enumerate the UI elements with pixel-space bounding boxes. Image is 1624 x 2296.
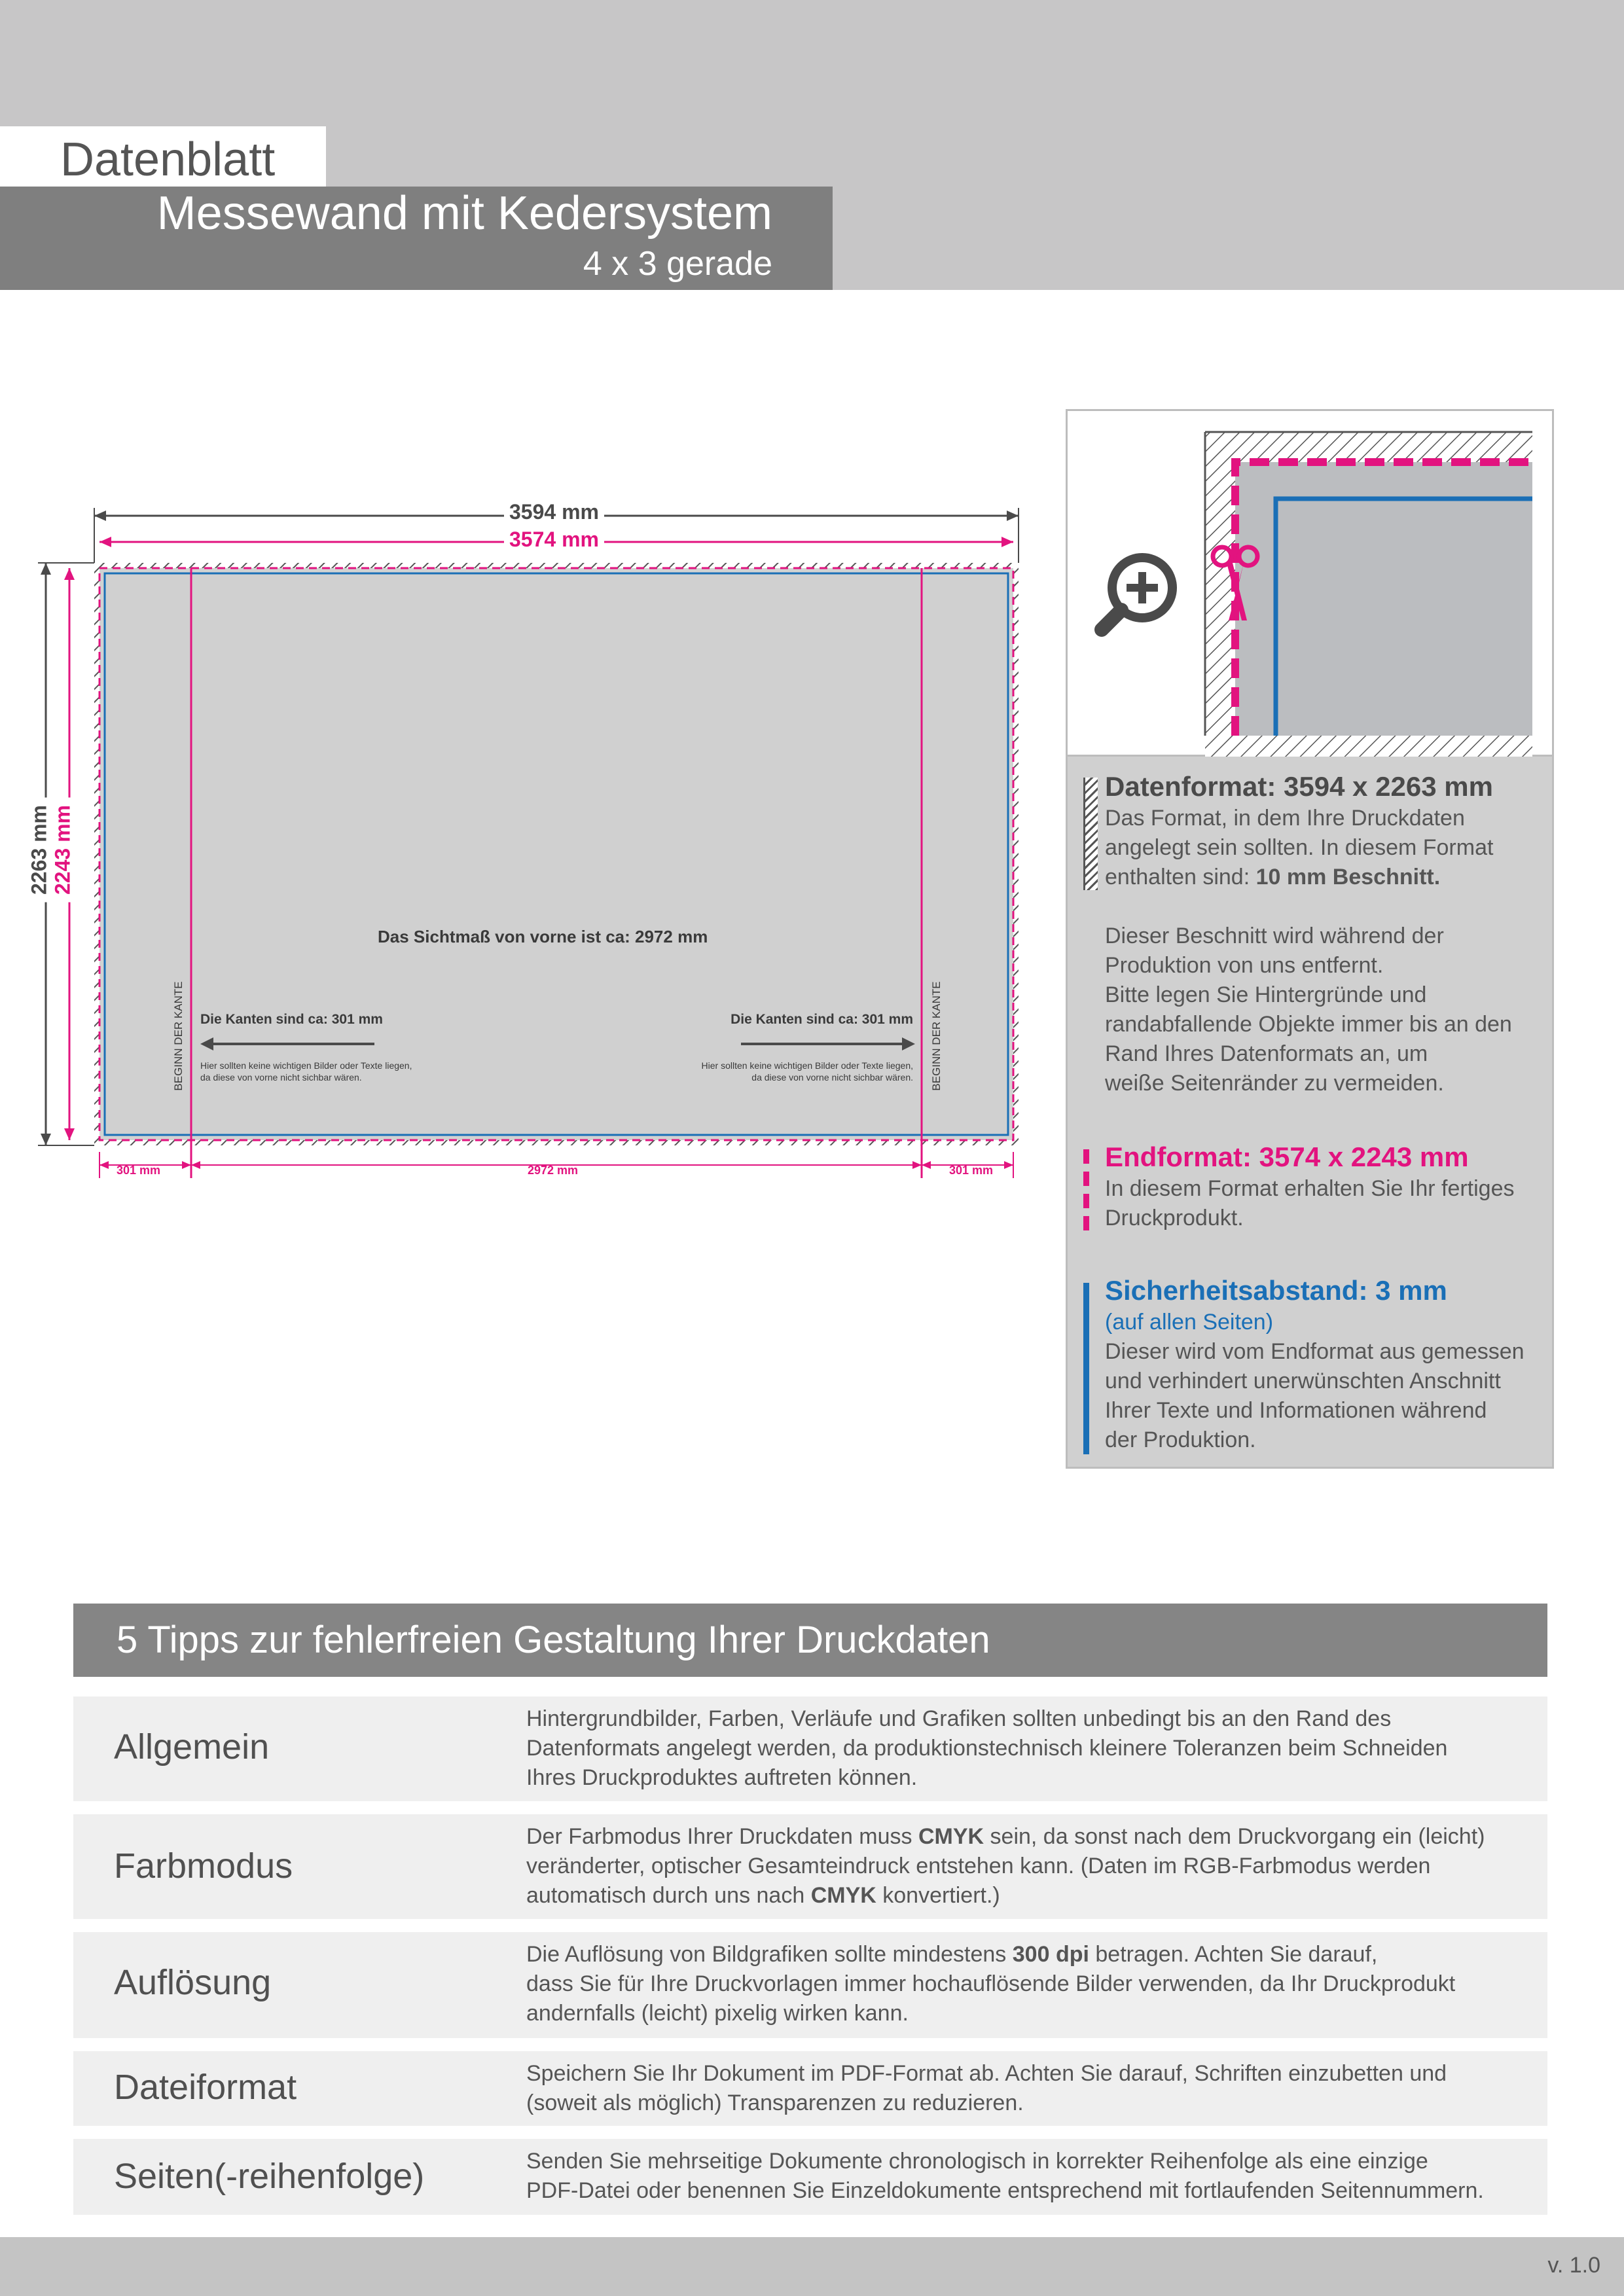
label-bottom-center: 2972 mm	[528, 1164, 579, 1177]
zoom-detail-svg	[1068, 411, 1552, 757]
tip-label-color: Farbmodus	[114, 1846, 293, 1886]
tip-fileformat-line-2: (soweit als möglich) Transparenzen zu reduzieren.	[526, 2090, 1024, 2115]
tip-color-line-1-a: Der Farbmodus Ihrer Druckdaten muss	[526, 1824, 918, 1849]
info-panel	[1066, 409, 1554, 1469]
safety-subtitle: (auf allen Seiten)	[1105, 1310, 1274, 1335]
tip-text-resolution	[526, 1940, 1534, 2028]
edge-right-title: Die Kanten sind ca: 301 mm	[731, 1012, 913, 1027]
tip-text-pages	[526, 2147, 1534, 2206]
tip-text-fileformat	[526, 2059, 1534, 2118]
tip-resolution-line-1-b: 300 dpi	[1012, 1942, 1089, 1967]
tips-heading: 5 Tipps zur fehlerfreien Gestaltung Ihrer Druckdaten	[117, 1619, 990, 1661]
zoom-in-icon	[1102, 558, 1172, 630]
tip-color-line-2: veränderter, optischer Gesamteindruck entstehen kann. (Daten im RGB-Farbmodus werden	[526, 1854, 1431, 1878]
safety-line-2: und verhindert unerwünschten Anschnitt	[1105, 1369, 1501, 1393]
bleed-note-2: Produktion von uns entfernt.	[1105, 953, 1384, 978]
tip-pages-line-2: PDF-Datei oder benennen Sie Einzeldokumente entsprechend mit fortlaufenden Seitennummern.	[526, 2178, 1484, 2203]
data-format-title: Datenformat: 3594 x 2263 mm	[1105, 771, 1493, 802]
label-total-width: 3594 mm	[504, 500, 604, 524]
label-final-width: 3574 mm	[504, 528, 604, 552]
tip-row-color	[73, 1814, 1547, 1919]
safety-title: Sicherheitsabstand: 3 mm	[1105, 1275, 1447, 1306]
end-format-block	[1068, 1140, 1552, 1233]
tip-text-color	[526, 1822, 1534, 1910]
data-format-line-3	[1105, 863, 1552, 892]
tip-color-line-3-c: konvertiert.)	[876, 1883, 1000, 1908]
edge-right-note-2: da diese von vorne nicht sichbar wären.	[751, 1072, 913, 1083]
label-visible-width: Das Sichtmaß von vorne ist ca: 2972 mm	[378, 927, 708, 946]
edge-start-label-left: BEGINN DER KANTE	[172, 981, 185, 1091]
zoom-detail	[1068, 411, 1552, 757]
datasheet-label-box	[0, 126, 326, 187]
end-format-line-2: Druckprodukt.	[1105, 1206, 1244, 1230]
tip-pages-line-1: Senden Sie mehrseitige Dokumente chronologisch in korrekter Reihenfolge als eine einzige	[526, 2149, 1428, 2174]
tip-color-line-1-b: CMYK	[918, 1824, 984, 1849]
datasheet-label: Datenblatt	[60, 134, 276, 186]
tip-label-resolution: Auflösung	[114, 1963, 272, 2002]
product-variant: 4 x 3 gerade	[583, 245, 772, 283]
label-bottom-left: 301 mm	[117, 1164, 161, 1177]
tip-row-general	[73, 1696, 1547, 1801]
edge-left-note-1: Hier sollten keine wichtigen Bilder oder Texte liegen,	[200, 1060, 412, 1071]
product-title-box	[0, 187, 833, 290]
bleed-note-3: Bitte legen Sie Hintergründe und	[1105, 982, 1427, 1007]
safety-line-1: Dieser wird vom Endformat aus gemessen	[1105, 1339, 1525, 1364]
safety-line-4: der Produktion.	[1105, 1427, 1256, 1452]
tip-color-line-3	[526, 1881, 1534, 1910]
footer-band	[0, 2237, 1624, 2296]
edge-right-note-1: Hier sollten keine wichtigen Bilder oder Texte liegen,	[701, 1060, 913, 1071]
tip-color-line-1	[526, 1822, 1534, 1852]
bleed-note-1: Dieser Beschnitt wird während der	[1105, 924, 1444, 948]
tip-label-general: Allgemein	[114, 1727, 270, 1767]
tip-row-fileformat	[73, 2051, 1547, 2126]
tip-resolution-line-1	[526, 1940, 1534, 1969]
tip-text-general	[526, 1704, 1534, 1793]
data-format-line-3-text: enthalten sind:	[1105, 865, 1256, 889]
safety-line-3: Ihrer Texte und Informationen während	[1105, 1398, 1487, 1423]
tip-general-line-3: Ihres Druckproduktes auftreten können.	[526, 1765, 918, 1790]
zoom-final-area	[1235, 462, 1532, 736]
data-format-line-2: angelegt sein sollten. In diesem Format	[1105, 835, 1494, 860]
edge-start-label-right: BEGINN DER KANTE	[930, 981, 943, 1091]
edge-left-note-2: da diese von vorne nicht sichbar wären.	[200, 1072, 362, 1083]
label-total-height: 2263 mm	[27, 798, 52, 903]
version-label: v. 1.0	[1547, 2253, 1600, 2278]
tip-resolution-line-1-a: Die Auflösung von Bildgrafiken sollte mindestens	[526, 1942, 1013, 1967]
end-format-line-1: In diesem Format erhalten Sie Ihr fertiges	[1105, 1176, 1515, 1201]
bleed-note-4: randabfallende Objekte immer bis an den	[1105, 1012, 1512, 1037]
safety-area	[105, 573, 1008, 1135]
technical-drawing	[26, 484, 1047, 1191]
tip-resolution-line-3: andernfalls (leicht) pixelig wirken kann.	[526, 2001, 909, 2026]
tip-color-line-3-b: CMYK	[810, 1883, 876, 1908]
label-final-height: 2243 mm	[51, 798, 75, 903]
product-title: Messewand mit Kedersystem	[156, 187, 772, 240]
tips-heading-bar	[73, 1604, 1547, 1677]
tip-color-line-1-c: sein, da sonst nach dem Druckvorgang ein (leicht)	[984, 1824, 1485, 1849]
label-bottom-right: 301 mm	[949, 1164, 994, 1177]
tip-general-line-2: Datenformats angelegt werden, da produktionstechnisch kleinere Toleranzen beim Schneiden	[526, 1736, 1448, 1761]
tip-general-line-1: Hintergrundbilder, Farben, Verläufe und Grafiken sollten unbedingt bis an den Rand des	[526, 1706, 1392, 1731]
end-format-title: Endformat: 3574 x 2243 mm	[1105, 1141, 1469, 1172]
bleed-note-5: Rand Ihres Datenformats an, um	[1105, 1041, 1428, 1066]
tip-row-resolution	[73, 1932, 1547, 2038]
tip-resolution-line-2: dass Sie für Ihre Druckvorlagen immer hochauflösende Bilder verwenden, da Ihr Druckprodukt	[526, 1971, 1456, 1996]
data-format-line-1: Das Format, in dem Ihre Druckdaten	[1105, 806, 1465, 831]
tip-color-line-3-a: automatisch durch uns nach	[526, 1883, 811, 1908]
tip-fileformat-line-1: Speichern Sie Ihr Dokument im PDF-Format ab. Achten Sie darauf, Schriften einzubetten und	[526, 2061, 1447, 2086]
safety-block	[1068, 1274, 1552, 1455]
tip-resolution-line-1-c: betragen. Achten Sie darauf,	[1089, 1942, 1378, 1967]
tip-row-pages	[73, 2139, 1547, 2215]
data-format-line-3-bold: 10 mm Beschnitt.	[1255, 865, 1441, 889]
tip-label-fileformat: Dateiformat	[114, 2068, 297, 2107]
edge-left-title: Die Kanten sind ca: 301 mm	[200, 1012, 383, 1027]
bleed-note-6: weiße Seitenränder zu vermeiden.	[1105, 1071, 1444, 1096]
tip-label-pages: Seiten(-reihenfolge)	[114, 2157, 425, 2196]
data-format-block	[1068, 770, 1552, 1098]
